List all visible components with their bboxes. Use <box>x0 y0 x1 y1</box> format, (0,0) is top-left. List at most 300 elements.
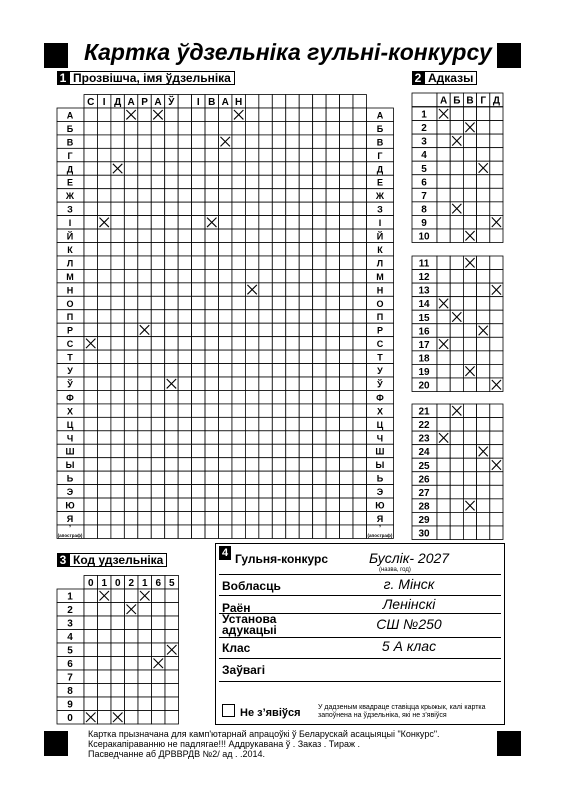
name-grid-cell[interactable] <box>192 350 205 363</box>
name-grid-cell[interactable] <box>165 512 178 525</box>
name-grid-cell[interactable] <box>259 444 272 457</box>
answer-grid-cell[interactable] <box>437 310 450 324</box>
name-grid-cell[interactable] <box>97 337 110 350</box>
name-grid-cell[interactable] <box>245 229 258 242</box>
answer-grid-cell[interactable] <box>450 364 463 378</box>
name-grid-cell[interactable] <box>326 390 339 403</box>
name-grid-cell[interactable] <box>259 337 272 350</box>
name-grid-cell[interactable] <box>165 364 178 377</box>
name-grid-cell[interactable] <box>138 189 151 202</box>
code-grid-cell[interactable] <box>138 643 152 657</box>
name-grid-cell[interactable] <box>245 121 258 134</box>
name-grid-cell[interactable] <box>138 444 151 457</box>
name-grid-cell[interactable] <box>286 525 299 538</box>
name-grid-cell[interactable] <box>340 243 353 256</box>
code-grid-cell[interactable] <box>125 643 139 657</box>
name-grid-cell[interactable] <box>111 471 124 484</box>
answer-grid-cell[interactable] <box>477 472 490 486</box>
name-grid-cell[interactable] <box>272 310 285 323</box>
name-grid-cell[interactable] <box>111 229 124 242</box>
name-grid-cell[interactable] <box>165 108 178 121</box>
answer-grid-cell[interactable] <box>477 310 490 324</box>
answer-grid-cell[interactable] <box>437 418 450 432</box>
name-grid-cell[interactable] <box>111 377 124 390</box>
name-grid-cell[interactable] <box>272 417 285 430</box>
name-grid-cell[interactable] <box>245 296 258 309</box>
code-grid-cell[interactable] <box>125 684 139 698</box>
name-grid-cell[interactable] <box>353 256 366 269</box>
name-grid-cell[interactable] <box>219 337 232 350</box>
name-grid-cell[interactable] <box>97 444 110 457</box>
name-grid-cell[interactable] <box>124 431 137 444</box>
name-grid-cell[interactable] <box>232 364 245 377</box>
answer-grid-cell[interactable] <box>437 175 450 189</box>
answer-grid-cell[interactable] <box>490 175 503 189</box>
name-grid-cell[interactable] <box>340 390 353 403</box>
name-grid-cell[interactable] <box>111 485 124 498</box>
name-grid-cell[interactable] <box>340 485 353 498</box>
name-grid-cell[interactable] <box>178 377 191 390</box>
name-grid-cell[interactable] <box>178 417 191 430</box>
name-grid-cell[interactable] <box>299 471 312 484</box>
name-grid-cell[interactable] <box>340 121 353 134</box>
answer-grid-cell[interactable] <box>463 297 476 311</box>
name-grid-cell[interactable] <box>205 256 218 269</box>
name-grid-cell[interactable] <box>124 269 137 282</box>
answer-grid-cell[interactable] <box>437 121 450 135</box>
code-grid-cell[interactable] <box>138 670 152 684</box>
name-grid-cell[interactable] <box>272 390 285 403</box>
name-grid-cell[interactable] <box>111 148 124 161</box>
name-grid-cell[interactable] <box>286 256 299 269</box>
name-grid-cell[interactable] <box>138 283 151 296</box>
answer-grid-cell[interactable] <box>450 283 463 297</box>
name-grid-cell[interactable] <box>178 108 191 121</box>
name-grid-cell[interactable] <box>205 108 218 121</box>
name-grid-cell[interactable] <box>205 390 218 403</box>
name-grid-cell[interactable] <box>286 229 299 242</box>
name-grid-cell[interactable] <box>232 471 245 484</box>
name-grid-cell[interactable] <box>245 404 258 417</box>
name-grid-cell[interactable] <box>219 216 232 229</box>
answer-grid-cell[interactable] <box>490 310 503 324</box>
name-grid-cell[interactable] <box>219 350 232 363</box>
name-grid-cell[interactable] <box>138 229 151 242</box>
name-grid-cell[interactable] <box>84 310 97 323</box>
name-grid-cell[interactable] <box>97 390 110 403</box>
name-grid-cell[interactable] <box>151 471 164 484</box>
answer-grid-cell[interactable] <box>450 175 463 189</box>
code-grid-cell[interactable] <box>138 603 152 617</box>
name-grid-cell[interactable] <box>138 216 151 229</box>
name-grid-cell[interactable] <box>313 121 326 134</box>
name-grid-cell[interactable] <box>151 121 164 134</box>
name-grid-cell[interactable] <box>232 243 245 256</box>
name-grid-cell[interactable] <box>192 364 205 377</box>
name-grid-cell[interactable] <box>97 121 110 134</box>
name-grid-cell[interactable] <box>138 431 151 444</box>
name-grid-cell[interactable] <box>326 189 339 202</box>
name-header-cell[interactable] <box>299 95 312 108</box>
name-grid-cell[interactable] <box>259 512 272 525</box>
name-grid-cell[interactable] <box>245 377 258 390</box>
name-grid-cell[interactable] <box>353 498 366 511</box>
name-grid-cell[interactable] <box>178 390 191 403</box>
name-grid-cell[interactable] <box>272 525 285 538</box>
name-grid-cell[interactable] <box>84 243 97 256</box>
name-grid-cell[interactable] <box>124 471 137 484</box>
name-grid-cell[interactable] <box>165 229 178 242</box>
answer-grid-cell[interactable] <box>477 526 490 540</box>
name-grid-cell[interactable] <box>192 417 205 430</box>
answer-grid-cell[interactable] <box>490 229 503 243</box>
answer-grid-cell[interactable] <box>477 134 490 148</box>
code-grid-cell[interactable] <box>165 603 179 617</box>
code-grid-cell[interactable] <box>165 616 179 630</box>
name-grid-cell[interactable] <box>326 202 339 215</box>
name-grid-cell[interactable] <box>97 108 110 121</box>
name-grid-cell[interactable] <box>313 525 326 538</box>
name-grid-cell[interactable] <box>286 377 299 390</box>
answer-grid-cell[interactable] <box>490 107 503 121</box>
name-grid-cell[interactable] <box>84 216 97 229</box>
name-grid-cell[interactable] <box>340 202 353 215</box>
code-grid-cell[interactable] <box>84 643 98 657</box>
name-grid-cell[interactable] <box>138 108 151 121</box>
name-grid-cell[interactable] <box>84 108 97 121</box>
name-grid-cell[interactable] <box>205 350 218 363</box>
name-grid-cell[interactable] <box>151 390 164 403</box>
name-grid-cell[interactable] <box>326 135 339 148</box>
answer-grid-cell[interactable] <box>477 458 490 472</box>
name-grid-cell[interactable] <box>259 485 272 498</box>
name-grid-cell[interactable] <box>313 417 326 430</box>
name-grid-cell[interactable] <box>272 229 285 242</box>
code-grid-cell[interactable] <box>84 697 98 711</box>
name-grid-cell[interactable] <box>97 404 110 417</box>
answer-grid-cell[interactable] <box>450 378 463 392</box>
answer-grid-cell[interactable] <box>437 485 450 499</box>
answer-grid-cell[interactable] <box>450 324 463 338</box>
name-grid-cell[interactable] <box>272 121 285 134</box>
name-grid-cell[interactable] <box>340 283 353 296</box>
answer-grid-cell[interactable] <box>463 337 476 351</box>
name-grid-cell[interactable] <box>111 216 124 229</box>
code-grid-cell[interactable] <box>152 643 166 657</box>
name-grid-cell[interactable] <box>286 202 299 215</box>
name-grid-cell[interactable] <box>178 148 191 161</box>
name-grid-cell[interactable] <box>97 512 110 525</box>
name-grid-cell[interactable] <box>84 189 97 202</box>
name-grid-cell[interactable] <box>138 377 151 390</box>
name-grid-cell[interactable] <box>353 310 366 323</box>
name-grid-cell[interactable] <box>245 108 258 121</box>
answer-grid-cell[interactable] <box>437 472 450 486</box>
name-grid-cell[interactable] <box>165 323 178 336</box>
name-grid-cell[interactable] <box>219 390 232 403</box>
name-grid-cell[interactable] <box>232 350 245 363</box>
name-grid-cell[interactable] <box>272 216 285 229</box>
name-grid-cell[interactable] <box>138 243 151 256</box>
name-grid-cell[interactable] <box>124 417 137 430</box>
name-grid-cell[interactable] <box>97 229 110 242</box>
name-grid-cell[interactable] <box>286 390 299 403</box>
answer-grid-cell[interactable] <box>463 202 476 216</box>
name-grid-cell[interactable] <box>259 404 272 417</box>
name-grid-cell[interactable] <box>151 283 164 296</box>
name-grid-cell[interactable] <box>353 390 366 403</box>
answer-grid-cell[interactable] <box>463 445 476 459</box>
name-grid-cell[interactable] <box>97 525 110 538</box>
name-grid-cell[interactable] <box>97 431 110 444</box>
name-grid-cell[interactable] <box>178 202 191 215</box>
answer-grid-cell[interactable] <box>463 283 476 297</box>
code-grid-cell[interactable] <box>125 589 139 603</box>
name-grid-cell[interactable] <box>97 323 110 336</box>
name-grid-cell[interactable] <box>353 364 366 377</box>
name-grid-cell[interactable] <box>192 404 205 417</box>
name-grid-cell[interactable] <box>353 296 366 309</box>
name-grid-cell[interactable] <box>272 323 285 336</box>
name-grid-cell[interactable] <box>124 364 137 377</box>
name-grid-cell[interactable] <box>245 162 258 175</box>
answer-grid-cell[interactable] <box>477 297 490 311</box>
name-grid-cell[interactable] <box>205 512 218 525</box>
name-grid-cell[interactable] <box>205 525 218 538</box>
name-grid-cell[interactable] <box>151 310 164 323</box>
name-grid-cell[interactable] <box>124 498 137 511</box>
name-grid-cell[interactable] <box>326 431 339 444</box>
answer-grid-cell[interactable] <box>490 418 503 432</box>
name-grid-cell[interactable] <box>138 364 151 377</box>
name-grid-cell[interactable] <box>340 229 353 242</box>
name-grid-cell[interactable] <box>97 162 110 175</box>
name-grid-cell[interactable] <box>165 202 178 215</box>
answer-grid-cell[interactable] <box>437 161 450 175</box>
name-grid-cell[interactable] <box>111 256 124 269</box>
name-grid-cell[interactable] <box>245 444 258 457</box>
name-grid-cell[interactable] <box>151 512 164 525</box>
name-grid-cell[interactable] <box>205 471 218 484</box>
code-grid-cell[interactable] <box>84 630 98 644</box>
answer-grid-cell[interactable] <box>463 404 476 418</box>
name-grid-cell[interactable] <box>192 135 205 148</box>
name-grid-cell[interactable] <box>299 243 312 256</box>
answer-grid-cell[interactable] <box>477 175 490 189</box>
code-grid-cell[interactable] <box>138 657 152 671</box>
name-grid-cell[interactable] <box>286 108 299 121</box>
name-grid-cell[interactable] <box>84 417 97 430</box>
name-grid-cell[interactable] <box>299 404 312 417</box>
name-grid-cell[interactable] <box>84 296 97 309</box>
name-grid-cell[interactable] <box>219 525 232 538</box>
name-grid-cell[interactable] <box>340 471 353 484</box>
name-grid-cell[interactable] <box>124 256 137 269</box>
answer-grid-cell[interactable] <box>490 512 503 526</box>
name-grid-cell[interactable] <box>259 310 272 323</box>
name-grid-cell[interactable] <box>313 148 326 161</box>
name-grid-cell[interactable] <box>313 175 326 188</box>
answer-grid-cell[interactable] <box>477 283 490 297</box>
name-grid-cell[interactable] <box>205 458 218 471</box>
name-grid-cell[interactable] <box>232 323 245 336</box>
name-grid-cell[interactable] <box>205 162 218 175</box>
name-grid-cell[interactable] <box>326 175 339 188</box>
name-grid-cell[interactable] <box>326 269 339 282</box>
code-grid-cell[interactable] <box>125 670 139 684</box>
name-grid-cell[interactable] <box>313 458 326 471</box>
name-grid-cell[interactable] <box>124 296 137 309</box>
name-grid-cell[interactable] <box>111 175 124 188</box>
name-grid-cell[interactable] <box>111 243 124 256</box>
name-grid-cell[interactable] <box>299 108 312 121</box>
name-grid-cell[interactable] <box>192 377 205 390</box>
name-grid-cell[interactable] <box>205 498 218 511</box>
name-grid-cell[interactable] <box>205 337 218 350</box>
name-grid-cell[interactable] <box>245 458 258 471</box>
name-grid-cell[interactable] <box>245 364 258 377</box>
name-grid-cell[interactable] <box>97 417 110 430</box>
answer-grid-cell[interactable] <box>463 431 476 445</box>
answer-grid-cell[interactable] <box>490 256 503 270</box>
name-grid-cell[interactable] <box>111 283 124 296</box>
name-grid-cell[interactable] <box>299 390 312 403</box>
code-grid-cell[interactable] <box>165 589 179 603</box>
name-grid-cell[interactable] <box>232 417 245 430</box>
name-grid-cell[interactable] <box>299 525 312 538</box>
code-grid-cell[interactable] <box>165 630 179 644</box>
name-grid-cell[interactable] <box>165 471 178 484</box>
name-grid-cell[interactable] <box>84 269 97 282</box>
answer-grid-cell[interactable] <box>463 418 476 432</box>
name-grid-cell[interactable] <box>313 377 326 390</box>
name-grid-cell[interactable] <box>232 269 245 282</box>
name-grid-cell[interactable] <box>192 337 205 350</box>
name-grid-cell[interactable] <box>192 485 205 498</box>
name-grid-cell[interactable] <box>165 458 178 471</box>
answer-grid-cell[interactable] <box>463 351 476 365</box>
name-grid-cell[interactable] <box>299 377 312 390</box>
name-grid-cell[interactable] <box>178 229 191 242</box>
name-grid-cell[interactable] <box>151 525 164 538</box>
name-grid-cell[interactable] <box>151 364 164 377</box>
name-grid-cell[interactable] <box>151 148 164 161</box>
name-grid-cell[interactable] <box>124 350 137 363</box>
name-grid-cell[interactable] <box>299 148 312 161</box>
name-grid-cell[interactable] <box>178 337 191 350</box>
name-grid-cell[interactable] <box>124 216 137 229</box>
name-grid-cell[interactable] <box>326 471 339 484</box>
name-grid-cell[interactable] <box>272 256 285 269</box>
name-grid-cell[interactable] <box>124 390 137 403</box>
name-grid-cell[interactable] <box>299 444 312 457</box>
answer-grid-cell[interactable] <box>437 134 450 148</box>
name-grid-cell[interactable] <box>97 296 110 309</box>
name-grid-cell[interactable] <box>326 377 339 390</box>
name-grid-cell[interactable] <box>313 364 326 377</box>
name-grid-cell[interactable] <box>151 404 164 417</box>
name-grid-cell[interactable] <box>353 148 366 161</box>
name-grid-cell[interactable] <box>84 498 97 511</box>
name-grid-cell[interactable] <box>299 458 312 471</box>
code-grid-cell[interactable] <box>111 697 125 711</box>
name-header-cell[interactable] <box>259 95 272 108</box>
name-grid-cell[interactable] <box>84 512 97 525</box>
name-grid-cell[interactable] <box>353 216 366 229</box>
name-grid-cell[interactable] <box>259 350 272 363</box>
name-grid-cell[interactable] <box>111 417 124 430</box>
name-grid-cell[interactable] <box>178 243 191 256</box>
name-grid-cell[interactable] <box>313 229 326 242</box>
name-grid-cell[interactable] <box>165 121 178 134</box>
name-grid-cell[interactable] <box>232 310 245 323</box>
name-grid-cell[interactable] <box>138 269 151 282</box>
name-grid-cell[interactable] <box>178 296 191 309</box>
code-grid-cell[interactable] <box>98 603 112 617</box>
answer-grid-cell[interactable] <box>490 324 503 338</box>
name-grid-cell[interactable] <box>97 310 110 323</box>
name-grid-cell[interactable] <box>178 471 191 484</box>
code-grid-cell[interactable] <box>138 630 152 644</box>
answer-grid-cell[interactable] <box>490 364 503 378</box>
name-grid-cell[interactable] <box>124 458 137 471</box>
name-grid-cell[interactable] <box>165 189 178 202</box>
name-header-cell[interactable] <box>245 95 258 108</box>
name-grid-cell[interactable] <box>219 323 232 336</box>
name-grid-cell[interactable] <box>205 364 218 377</box>
name-grid-cell[interactable] <box>97 189 110 202</box>
name-grid-cell[interactable] <box>232 404 245 417</box>
name-grid-cell[interactable] <box>259 243 272 256</box>
name-grid-cell[interactable] <box>124 148 137 161</box>
name-grid-cell[interactable] <box>165 444 178 457</box>
name-grid-cell[interactable] <box>286 323 299 336</box>
name-grid-cell[interactable] <box>286 148 299 161</box>
name-grid-cell[interactable] <box>165 256 178 269</box>
answer-grid-cell[interactable] <box>490 431 503 445</box>
code-grid-cell[interactable] <box>152 603 166 617</box>
answer-grid-cell[interactable] <box>477 485 490 499</box>
name-grid-cell[interactable] <box>245 471 258 484</box>
code-grid-cell[interactable] <box>84 684 98 698</box>
name-grid-cell[interactable] <box>245 135 258 148</box>
name-grid-cell[interactable] <box>138 121 151 134</box>
name-grid-cell[interactable] <box>165 310 178 323</box>
name-grid-cell[interactable] <box>245 310 258 323</box>
name-grid-cell[interactable] <box>178 525 191 538</box>
name-grid-cell[interactable] <box>192 458 205 471</box>
name-grid-cell[interactable] <box>245 350 258 363</box>
name-grid-cell[interactable] <box>259 175 272 188</box>
answer-grid-cell[interactable] <box>450 188 463 202</box>
answer-grid-cell[interactable] <box>463 526 476 540</box>
field-school-value[interactable]: СШ №250 <box>376 616 442 632</box>
name-grid-cell[interactable] <box>219 121 232 134</box>
name-grid-cell[interactable] <box>353 189 366 202</box>
name-grid-cell[interactable] <box>286 243 299 256</box>
name-grid-cell[interactable] <box>245 525 258 538</box>
answer-grid-cell[interactable] <box>477 107 490 121</box>
name-grid-cell[interactable] <box>313 512 326 525</box>
name-grid-cell[interactable] <box>353 525 366 538</box>
name-grid-cell[interactable] <box>286 216 299 229</box>
name-grid-cell[interactable] <box>111 364 124 377</box>
answer-grid-cell[interactable] <box>450 148 463 162</box>
answer-grid-cell[interactable] <box>490 445 503 459</box>
code-grid-cell[interactable] <box>98 711 112 725</box>
name-grid-cell[interactable] <box>299 121 312 134</box>
name-grid-cell[interactable] <box>286 162 299 175</box>
